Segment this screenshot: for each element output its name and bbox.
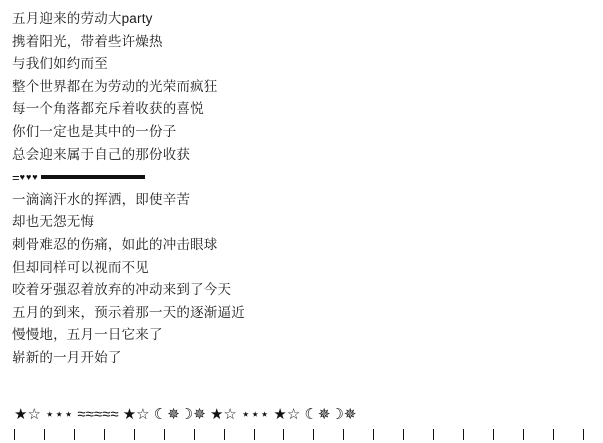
ornament-tick	[254, 429, 255, 440]
ornament-tick	[583, 429, 584, 440]
divider-bar	[41, 175, 145, 179]
poem-line: 五月迎来的劳动大party	[12, 11, 153, 26]
ornament-tick	[403, 429, 404, 440]
poem-line: 每一个角落都充斥着收获的喜悦	[12, 101, 204, 117]
ornament-tick	[433, 429, 434, 440]
ornament-tick	[164, 429, 165, 440]
ornament-tick	[463, 429, 464, 440]
poem-line: 崭新的一月开始了	[12, 349, 122, 365]
poem-line: 携着阳光，带着些许燥热	[12, 33, 163, 49]
ornament-tick	[44, 429, 45, 440]
poem-line: 一滴滴汗水的挥洒，即使辛苦	[12, 191, 191, 207]
ornament-tick	[493, 429, 494, 440]
heart-icon: ♥♥♥	[19, 171, 39, 182]
poem-line: 与我们如约而至	[12, 56, 108, 72]
poem-line: 总会迎来属于自己的那份收获	[12, 146, 191, 162]
ornament-tick	[313, 429, 314, 440]
poem-line: 五月的到来，预示着那一天的逐渐逼近	[12, 304, 245, 320]
ornament-tick	[283, 429, 284, 440]
poem-line: 咬着牙强忍着放弃的冲动来到了今天	[12, 282, 232, 298]
poem-line: 整个世界都在为劳动的光荣而疯狂	[12, 78, 218, 94]
heart-divider	[12, 166, 603, 189]
poem-line: 刺骨难忍的伤痛，如此的冲击眼球	[12, 236, 218, 252]
ornament-tick	[194, 429, 195, 440]
ornament-tick	[224, 429, 225, 440]
ornament-pattern: ★☆ ⋆⋆⋆ ≈≈≈≈≈ ★☆ ☾✵☽✵ ★☆ ⋆⋆⋆ ★☆ ☾✵☽✵	[14, 405, 357, 423]
ornament-tick	[14, 429, 15, 440]
ornament-tick	[343, 429, 344, 440]
ornament-tick	[104, 429, 105, 440]
ornament-tick-row	[14, 429, 584, 441]
verse-block-one	[12, 8, 603, 166]
ornament-tick	[134, 429, 135, 440]
ornament-tick	[553, 429, 554, 440]
poem-line: 但却同样可以视而不见	[12, 259, 149, 275]
ornament-tick	[74, 429, 75, 440]
poem-line: 却也无怨无悔	[12, 214, 95, 230]
poem-line: 你们一定也是其中的一份子	[12, 123, 177, 139]
ornament-tick	[523, 429, 524, 440]
ornament-tick	[373, 429, 374, 440]
poem-line: 慢慢地，五月一日它来了	[12, 327, 163, 343]
divider-equals: =	[12, 169, 19, 185]
verse-block-two	[12, 189, 603, 370]
footer-ornament	[0, 391, 603, 443]
